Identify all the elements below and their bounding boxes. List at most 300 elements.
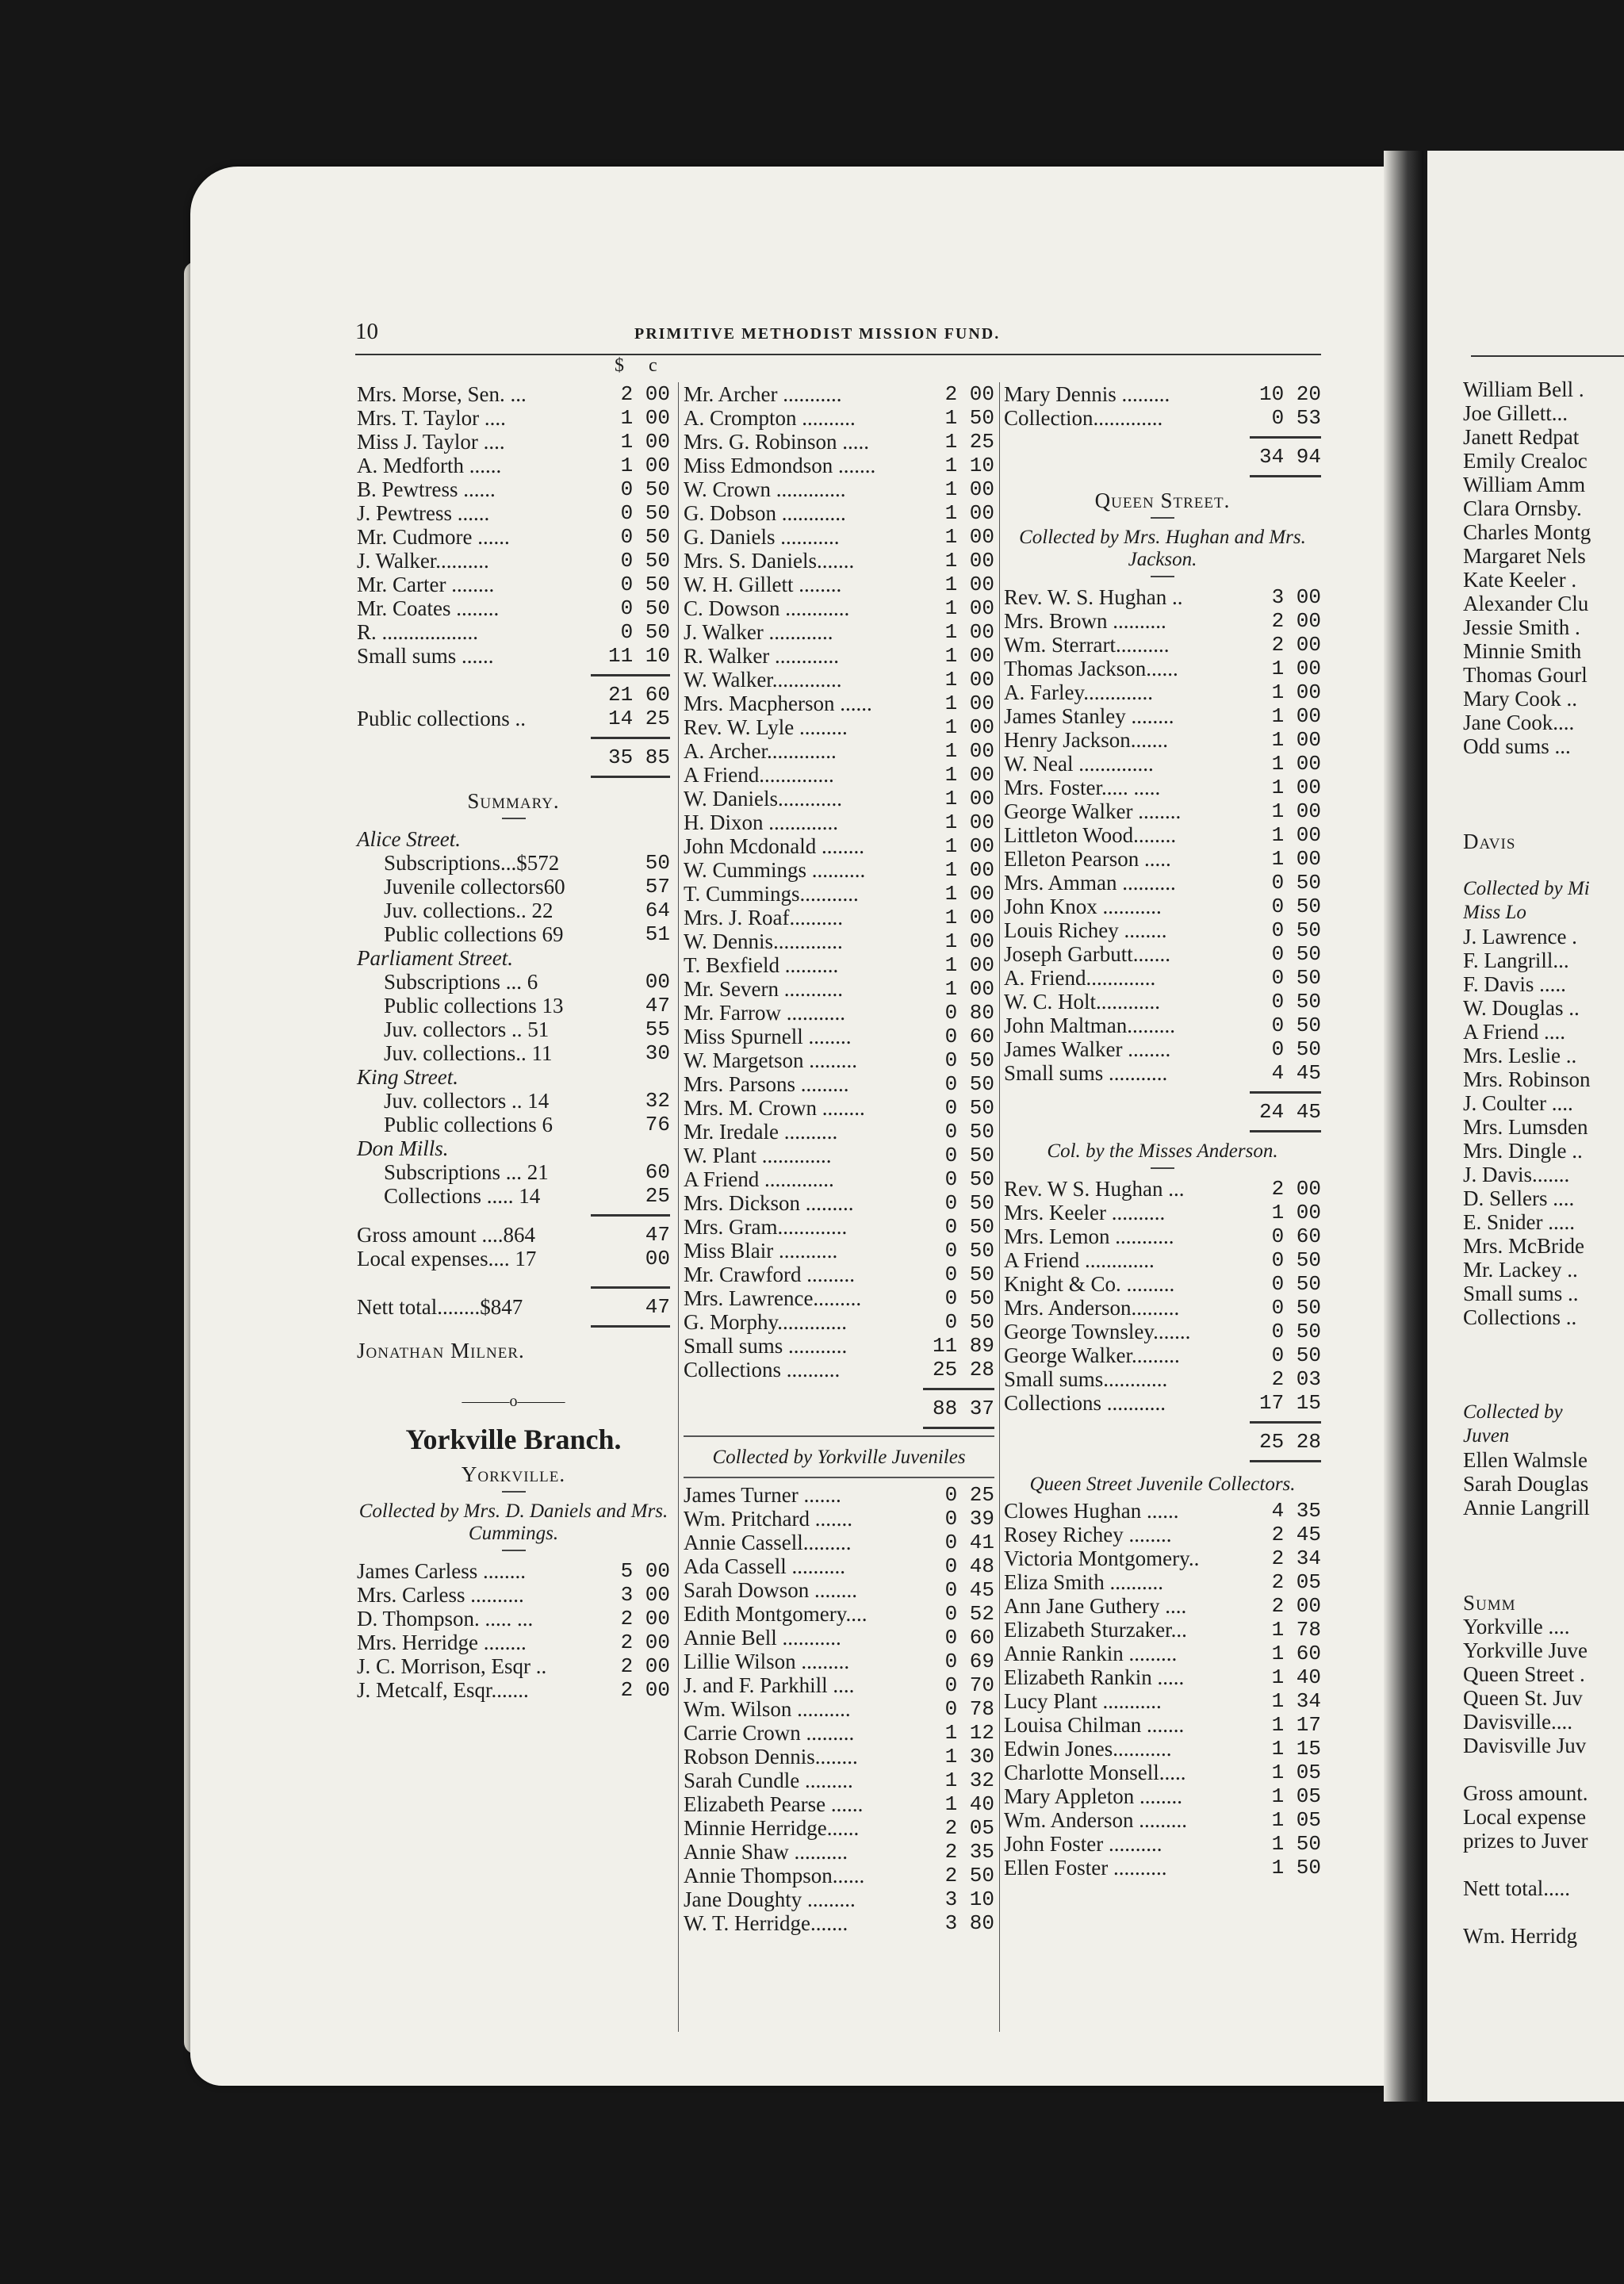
- facing-line: Odd sums ...: [1463, 734, 1571, 758]
- list-item: [1004, 1832, 1321, 1856]
- item-name: Small sums ...........: [1004, 1061, 1168, 1085]
- item-name: Mrs. Anderson.........: [1004, 1296, 1180, 1320]
- list-item: [1004, 382, 1321, 406]
- qs-juveniles-list: [1004, 1499, 1321, 1880]
- item-name: Minnie Herridge......: [684, 1816, 860, 1840]
- juveniles-list: [684, 1483, 994, 1935]
- facing-line: Miss Lo: [1463, 902, 1526, 923]
- item-amount: 0 50: [1271, 1037, 1321, 1061]
- list-item: [684, 1673, 994, 1697]
- list-item: [1004, 585, 1321, 609]
- item-name: John Foster ..........: [1004, 1832, 1162, 1856]
- facing-line: Jane Cook....: [1463, 711, 1575, 734]
- list-item: [684, 1578, 994, 1602]
- page-number: 10: [355, 319, 378, 344]
- facing-line: Jessie Smith .: [1463, 615, 1580, 639]
- item-name: Collections ...........: [1004, 1391, 1166, 1415]
- item-amount: 4 35: [1271, 1499, 1321, 1523]
- list-item: [1004, 1856, 1321, 1880]
- list-item: [1004, 1014, 1321, 1037]
- facing-line: Collected by: [1463, 1401, 1563, 1423]
- list-item: [684, 1483, 994, 1507]
- item-amount: 1 00: [944, 596, 994, 620]
- facing-line: [1463, 1519, 1624, 1543]
- item-name: George Walker ........: [1004, 799, 1182, 823]
- item-amount: 1 00: [944, 811, 994, 834]
- item-amount: 3 10: [944, 1887, 994, 1911]
- queen-collected: Collected by Mrs. Hughan and Mrs. Jackson.: [1019, 527, 1306, 570]
- yorkville-list: [357, 1559, 670, 1702]
- item-name: C. Dowson ............: [684, 596, 850, 620]
- item-amount: 0 50: [620, 477, 670, 501]
- list-item: [1004, 680, 1321, 704]
- item-name: W. Walker.............: [684, 668, 842, 692]
- item-name: John Knox ...........: [1004, 895, 1162, 918]
- list-item: [357, 549, 670, 573]
- list-item: [684, 1745, 994, 1769]
- facing-line: J. Coulter ....: [1463, 1091, 1573, 1115]
- item-name: Littleton Wood........: [1004, 823, 1177, 847]
- total-row: [1004, 1430, 1321, 1454]
- column-1: [357, 382, 670, 1702]
- list-item: [1004, 823, 1321, 847]
- item-amount: 1 10: [944, 454, 994, 477]
- item-amount: 1 00: [944, 668, 994, 692]
- item-name: Small sums............: [1004, 1367, 1168, 1391]
- item-amount: 1 00: [1271, 704, 1321, 728]
- facing-line: [1463, 758, 1624, 782]
- facing-line: [1463, 1377, 1624, 1401]
- item-amount: 1 00: [944, 929, 994, 953]
- list-item: [684, 1191, 994, 1215]
- item-name: Mr. Iredale ..........: [684, 1120, 838, 1144]
- item-name: Juv. collectors .. 14: [384, 1089, 550, 1113]
- item-amount: 1 00: [944, 715, 994, 739]
- item-name: W. Dennis.............: [684, 929, 843, 953]
- item-name: W. Margetson .........: [684, 1048, 857, 1072]
- facing-line: [1463, 1900, 1624, 1924]
- item-amount: 0 53: [1271, 406, 1321, 430]
- list-item: [357, 477, 670, 501]
- item-name: Joseph Garbutt.......: [1004, 942, 1170, 966]
- item-amount: 2 35: [944, 1840, 994, 1864]
- item-name: Ann Jane Guthery ....: [1004, 1594, 1187, 1618]
- list-item: [684, 1310, 994, 1334]
- item-name: W. Plant .............: [684, 1144, 832, 1167]
- facing-line: Nett total.....: [1463, 1876, 1570, 1900]
- total-rule: [1250, 1460, 1321, 1462]
- row-amount: 47: [645, 1295, 670, 1319]
- list-item: [684, 1144, 994, 1167]
- list-item: [684, 1887, 994, 1911]
- item-amount: 1 00: [1271, 776, 1321, 799]
- book-gutter: [1384, 151, 1423, 2102]
- list-item: [684, 929, 994, 953]
- item-name: Henry Jackson.......: [1004, 728, 1168, 752]
- item-name: W. Neal ..............: [1004, 752, 1154, 776]
- facing-line: W. Douglas ..: [1463, 996, 1580, 1020]
- item-amount: 2 00: [1271, 609, 1321, 633]
- facing-line: Ellen Walmsle: [1463, 1448, 1588, 1472]
- summary-item: [357, 1089, 670, 1113]
- list-item: [684, 382, 994, 406]
- item-name: Subscriptions ... 6: [384, 970, 538, 994]
- item-amount: 1 00: [1271, 728, 1321, 752]
- list-item: [684, 430, 994, 454]
- item-name: Juv. collections.. 22: [384, 899, 553, 922]
- entry-list: [357, 382, 670, 668]
- list-item: [684, 573, 994, 596]
- item-name: Collections ..... 14: [384, 1184, 541, 1208]
- facing-line: Davisville....: [1463, 1710, 1572, 1734]
- item-name: Elizabeth Pearse ......: [684, 1792, 864, 1816]
- item-amount: 0 50: [944, 1286, 994, 1310]
- list-item: [684, 906, 994, 929]
- list-item: [684, 1096, 994, 1120]
- item-name: Small sums ...........: [684, 1334, 848, 1358]
- total: 35 85: [607, 745, 670, 769]
- item-name: Mr. Coates ........: [357, 596, 500, 620]
- item-amount: 0 50: [1271, 1014, 1321, 1037]
- item-name: W. Daniels............: [684, 787, 842, 811]
- item-amount: 1 00: [944, 977, 994, 1001]
- item-amount: 64: [645, 899, 670, 922]
- item-amount: 1 00: [944, 692, 994, 715]
- item-name: Elizabeth Rankin .....: [1004, 1665, 1185, 1689]
- list-item: [684, 858, 994, 882]
- facing-line: Mrs. Robinson: [1463, 1067, 1591, 1091]
- facing-line: Clara Ornsby.: [1463, 496, 1582, 520]
- item-amount: 2 00: [944, 382, 994, 406]
- facing-line: D. Sellers ....: [1463, 1186, 1575, 1210]
- item-name: James Stanley ........: [1004, 704, 1174, 728]
- item-amount: 1 12: [944, 1721, 994, 1745]
- facing-line: Queen Street .: [1463, 1662, 1585, 1686]
- item-name: Mr. Cudmore ......: [357, 525, 510, 549]
- item-name: B. Pewtress ......: [357, 477, 496, 501]
- list-item: [1004, 728, 1321, 752]
- dash: [1151, 1167, 1174, 1169]
- total-rule: [923, 1427, 994, 1429]
- item-name: Jane Doughty .........: [684, 1887, 856, 1911]
- item-name: Miss J. Taylor ....: [357, 430, 505, 454]
- list-item: [684, 1263, 994, 1286]
- branch-title: Yorkville Branch.: [405, 1424, 622, 1455]
- facing-line: Charles Montg: [1463, 520, 1591, 544]
- facing-line: Annie Langrill: [1463, 1496, 1590, 1519]
- item-name: Annie Shaw ..........: [684, 1840, 848, 1864]
- item-name: T. Cummings...........: [684, 882, 859, 906]
- list-item: [357, 620, 670, 644]
- item-amount: 1 00: [944, 858, 994, 882]
- list-item: [357, 430, 670, 454]
- facing-line: [1463, 1353, 1624, 1377]
- item-name: Mr. Archer ...........: [684, 382, 842, 406]
- item-name: Mrs. Lemon ...........: [1004, 1224, 1174, 1248]
- item-name: J. Walker..........: [357, 549, 489, 573]
- facing-line: Juven: [1463, 1425, 1510, 1447]
- facing-line: Sarah Douglas: [1463, 1472, 1589, 1496]
- total: 34 94: [1258, 445, 1321, 469]
- item-name: W. Crown .............: [684, 477, 846, 501]
- facing-line: Mary Cook ..: [1463, 687, 1577, 711]
- list-item: [1004, 799, 1321, 823]
- facing-line: Mr. Lackey ..: [1463, 1258, 1578, 1282]
- item-name: Mary Dennis .........: [1004, 382, 1170, 406]
- item-name: Wm. Sterrart..........: [1004, 633, 1170, 657]
- item-amount: 32: [645, 1089, 670, 1113]
- item-amount: 0 60: [944, 1025, 994, 1048]
- item-name: Ellen Foster ..........: [1004, 1856, 1167, 1880]
- item-name: Juv. collectors .. 51: [384, 1017, 550, 1041]
- item-amount: 0 78: [944, 1697, 994, 1721]
- item-amount: 2 00: [1271, 633, 1321, 657]
- list-item: [684, 525, 994, 549]
- item-amount: 1 34: [1271, 1689, 1321, 1713]
- facing-line: Alexander Clu: [1463, 592, 1589, 615]
- item-amount: 2 00: [620, 1654, 670, 1678]
- summary-item: [357, 1113, 670, 1136]
- item-name: Rev. W. S. Hughan ..: [1004, 585, 1183, 609]
- item-name: A Friend..............: [684, 763, 834, 787]
- item-amount: 1 40: [944, 1792, 994, 1816]
- list-item: [357, 1583, 670, 1607]
- item-amount: 0 50: [944, 1191, 994, 1215]
- row-amount: 47: [645, 1223, 670, 1247]
- list-item: [684, 834, 994, 858]
- total-row: [1004, 1100, 1321, 1124]
- facing-line: [1463, 1543, 1624, 1567]
- list-item: [1004, 1248, 1321, 1272]
- total-rule: [591, 1214, 670, 1217]
- item-amount: 0 50: [620, 620, 670, 644]
- facing-line: Gross amount.: [1463, 1781, 1588, 1805]
- item-amount: 2 05: [944, 1816, 994, 1840]
- total-rule: [591, 1286, 670, 1289]
- list-item: [1004, 1296, 1321, 1320]
- list-item: [1004, 1320, 1321, 1343]
- facing-line: William Amm: [1463, 473, 1586, 496]
- column-3: [1004, 382, 1321, 1880]
- list-item: [1004, 1499, 1321, 1523]
- total-rule: [1250, 436, 1321, 439]
- item-name: A Friend .............: [1004, 1248, 1155, 1272]
- dash: [502, 818, 526, 819]
- list-item: [684, 953, 994, 977]
- ornament: ———o———: [462, 1393, 565, 1410]
- header-rule: [355, 354, 1321, 355]
- item-amount: 1 00: [620, 454, 670, 477]
- list-item: [1004, 1201, 1321, 1224]
- dash: [1151, 517, 1174, 519]
- list-item: [684, 549, 994, 573]
- facing-line: [1463, 853, 1624, 877]
- item-name: Public collections 13: [384, 994, 564, 1017]
- list-item: [1004, 776, 1321, 799]
- item-name: A. Medforth ......: [357, 454, 502, 477]
- section-rule: [684, 1477, 994, 1478]
- item-name: George Townsley.......: [1004, 1320, 1191, 1343]
- item-name: Wm. Wilson ..........: [684, 1697, 851, 1721]
- item-name: Public collections 6: [384, 1113, 553, 1136]
- list-item: [357, 573, 670, 596]
- list-item: [684, 1215, 994, 1239]
- list-item: [684, 454, 994, 477]
- list-item: [684, 501, 994, 525]
- item-amount: 1 25: [944, 430, 994, 454]
- item-amount: 2 00: [1271, 1594, 1321, 1618]
- summary-item: [357, 994, 670, 1017]
- summary-section-title: Parliament Street.: [357, 946, 513, 970]
- item-name: J. and F. Parkhill ....: [684, 1673, 855, 1697]
- item-amount: 1 50: [1271, 1856, 1321, 1880]
- item-name: Mr. Severn ...........: [684, 977, 843, 1001]
- item-amount: 2 00: [620, 1631, 670, 1654]
- item-amount: 0 50: [1271, 942, 1321, 966]
- list-item: [1004, 966, 1321, 990]
- item-name: J. C. Morrison, Esqr ..: [357, 1654, 547, 1678]
- item-amount: 1 00: [944, 787, 994, 811]
- item-name: D. Thompson. ..... ...: [357, 1607, 534, 1631]
- list-item: [684, 1048, 994, 1072]
- item-name: A. Farley.............: [1004, 680, 1153, 704]
- item-name: Mrs. Herridge ........: [357, 1631, 527, 1654]
- item-amount: 1 00: [944, 620, 994, 644]
- list-item: [684, 668, 994, 692]
- item-name: Mrs. Macpherson ......: [684, 692, 872, 715]
- list-item: [1004, 895, 1321, 918]
- summary-item: [357, 1160, 670, 1184]
- collected-by: Collected by Mrs. D. Daniels and Mrs. Cummings.: [358, 1500, 668, 1544]
- list-item: [1004, 406, 1321, 430]
- item-amount: 0 50: [1271, 895, 1321, 918]
- facing-line: [1463, 806, 1624, 830]
- item-amount: 1 00: [944, 739, 994, 763]
- facing-header-rule: [1471, 355, 1624, 357]
- list-item: [684, 620, 994, 644]
- item-name: Edith Montgomery....: [684, 1602, 868, 1626]
- list-item: [357, 1607, 670, 1631]
- item-amount: 55: [645, 1017, 670, 1041]
- item-amount: 1 00: [944, 644, 994, 668]
- item-amount: 1 05: [1271, 1784, 1321, 1808]
- juveniles-heading: Collected by Yorkville Juveniles: [712, 1447, 966, 1468]
- item-amount: 0 45: [944, 1578, 994, 1602]
- list-item: [1004, 1689, 1321, 1713]
- item-amount: 1 00: [944, 549, 994, 573]
- item-name: J. Pewtress ......: [357, 501, 490, 525]
- item-amount: 0 50: [944, 1167, 994, 1191]
- list-item: [684, 882, 994, 906]
- item-name: Mrs. Lawrence.........: [684, 1286, 862, 1310]
- item-amount: 11 10: [607, 644, 670, 668]
- total-rule: [1250, 475, 1321, 477]
- dollar-header: $: [615, 355, 624, 376]
- item-amount: 4 45: [1271, 1061, 1321, 1085]
- list-item: [1004, 1391, 1321, 1415]
- list-item: [684, 1531, 994, 1554]
- facing-line: Yorkville Juve: [1463, 1638, 1588, 1662]
- cents-header: c: [649, 355, 657, 376]
- list-item: [684, 1840, 994, 1864]
- item-amount: 2 50: [944, 1864, 994, 1887]
- list-item: [1004, 1594, 1321, 1618]
- item-amount: 10 20: [1258, 382, 1321, 406]
- row-label: Nett total........$847: [357, 1295, 523, 1319]
- list-item: [684, 1507, 994, 1531]
- item-amount: 1 00: [944, 525, 994, 549]
- list-item: [1004, 1737, 1321, 1761]
- item-amount: 0 52: [944, 1602, 994, 1626]
- local-row: [357, 1247, 670, 1270]
- facing-line: Small sums ..: [1463, 1282, 1579, 1305]
- item-amount: 1 00: [1271, 847, 1321, 871]
- item-amount: 1 05: [1271, 1761, 1321, 1784]
- facing-line: Mrs. Dingle ..: [1463, 1139, 1583, 1163]
- item-amount: 1 50: [1271, 1832, 1321, 1856]
- item-amount: 1 50: [944, 406, 994, 430]
- total: 25 28: [1258, 1430, 1321, 1454]
- list-item: [684, 1769, 994, 1792]
- list-item: [684, 1816, 994, 1840]
- item-amount: 0 25: [944, 1483, 994, 1507]
- item-name: Mr. Crawford .........: [684, 1263, 855, 1286]
- item-amount: 1 00: [944, 573, 994, 596]
- queen-list: [1004, 585, 1321, 1085]
- item-amount: 50: [645, 851, 670, 875]
- list-item: [684, 1025, 994, 1048]
- item-amount: 51: [645, 922, 670, 946]
- item-name: James Turner .......: [684, 1483, 841, 1507]
- total: 88 37: [932, 1397, 994, 1420]
- item-amount: 0 41: [944, 1531, 994, 1554]
- facing-line: Mrs. McBride: [1463, 1234, 1584, 1258]
- item-amount: 1 00: [944, 882, 994, 906]
- item-name: Eliza Smith ..........: [1004, 1570, 1163, 1594]
- summary-item: [357, 970, 670, 994]
- list-item: [1004, 1784, 1321, 1808]
- facing-line: Davisville Juv: [1463, 1734, 1587, 1757]
- summary-item: [357, 875, 670, 899]
- item-name: Rosey Richey ........: [1004, 1523, 1172, 1546]
- facing-line: Minnie Smith: [1463, 639, 1582, 663]
- item-name: W. T. Herridge.......: [684, 1911, 848, 1935]
- list-item: [357, 1678, 670, 1702]
- item-amount: 2 45: [1271, 1523, 1321, 1546]
- row-amount: 14 25: [607, 707, 670, 730]
- list-item: [1004, 1546, 1321, 1570]
- list-item: [1004, 1761, 1321, 1784]
- item-amount: 2 34: [1271, 1546, 1321, 1570]
- facing-line: William Bell .: [1463, 377, 1584, 401]
- item-name: Collection.............: [1004, 406, 1163, 430]
- item-amount: 1 00: [944, 501, 994, 525]
- list-item: [684, 1626, 994, 1650]
- item-name: Sarah Cundle .........: [684, 1769, 853, 1792]
- item-amount: 25: [645, 1184, 670, 1208]
- item-name: Mrs. Keeler ..........: [1004, 1201, 1166, 1224]
- facing-line: Margaret Nels: [1463, 544, 1586, 568]
- item-amount: 76: [645, 1113, 670, 1136]
- list-item: [1004, 609, 1321, 633]
- item-name: J. Metcalf, Esqr.......: [357, 1678, 529, 1702]
- list-item: [684, 1721, 994, 1745]
- facing-line: [1463, 1757, 1624, 1781]
- item-name: Edwin Jones...........: [1004, 1737, 1172, 1761]
- list-item: [1004, 847, 1321, 871]
- item-name: H. Dixon .............: [684, 811, 838, 834]
- item-amount: 0 50: [620, 573, 670, 596]
